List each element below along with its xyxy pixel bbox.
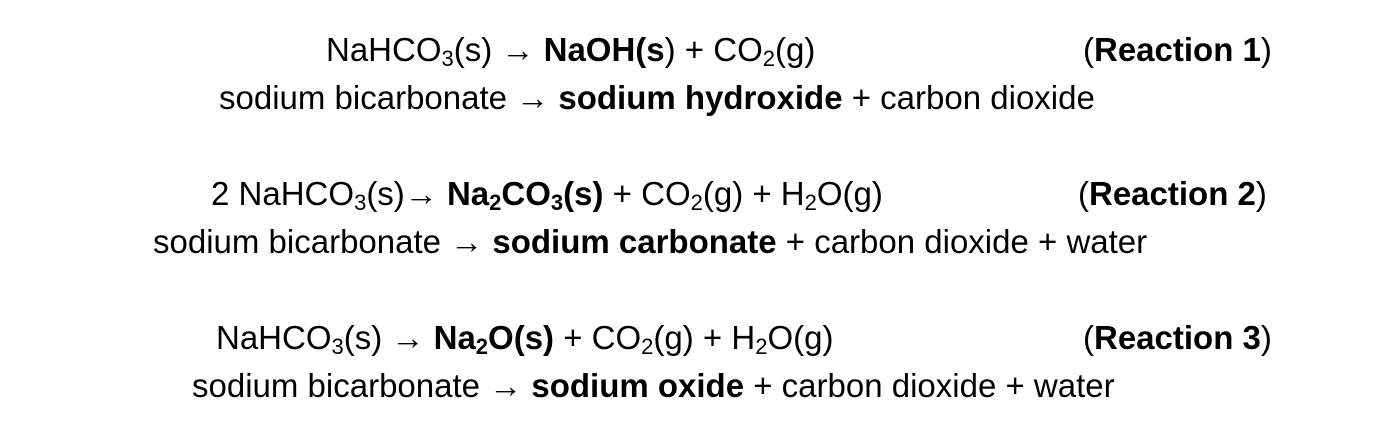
reaction-2-label: (Reaction 2)	[1078, 175, 1267, 212]
reaction-2-words: sodium bicarbonate → sodium carbonate + carbon dioxide + water	[153, 223, 1148, 260]
reaction-arrow: →	[501, 31, 535, 68]
byproducts-formula: + $CO_2(g)$	[675, 31, 816, 71]
reactant-formula: NaHCO$_3$(s)	[238, 175, 405, 215]
reaction-3-equation	[216, 318, 833, 358]
word-product: sodium carbonate	[492, 223, 777, 260]
reaction-arrow: →	[391, 319, 425, 356]
word-product: sodium hydroxide	[558, 79, 843, 116]
reaction-arrow: →	[404, 175, 438, 212]
reaction-3-words: sodium bicarbonate → sodium oxide + carbon dioxide + water	[192, 367, 1115, 404]
reaction-1-label: (Reaction 1)	[1083, 31, 1272, 68]
product-formula: NaOH(s	[543, 31, 665, 68]
word-arrow: →	[450, 223, 484, 260]
word-product: sodium oxide	[531, 367, 745, 404]
word-arrow: →	[516, 79, 550, 116]
reaction-1-equation: NaHCO$_3$(s) → NaOH(s) + $CO_2(g)$	[326, 31, 816, 71]
reactant-formula: NaHCO$_3$(s)	[216, 319, 383, 359]
reaction-3-label: (Reaction 3)	[1083, 319, 1272, 356]
word-arrow: →	[489, 367, 523, 404]
byproducts-formula: + $CO_2(g) + H_2O(g)$	[603, 175, 883, 215]
byproducts-formula: + $CO_2(g) + H_2O(g)$	[554, 319, 834, 359]
product-formula: $Na_2CO_3(s)$	[446, 175, 604, 215]
reaction-1-words: sodium bicarbonate → sodium hydroxide + carbon dioxide	[219, 79, 1095, 116]
reaction-2-equation: 2 NaHCO$_3$(s)→ $Na_2CO_3(s) + CO_2(g) + H_2O(g)$	[211, 175, 883, 215]
product-formula: $Na_2O(s)$	[433, 319, 555, 359]
reactant-formula: NaHCO$_3$(s)	[326, 31, 493, 71]
